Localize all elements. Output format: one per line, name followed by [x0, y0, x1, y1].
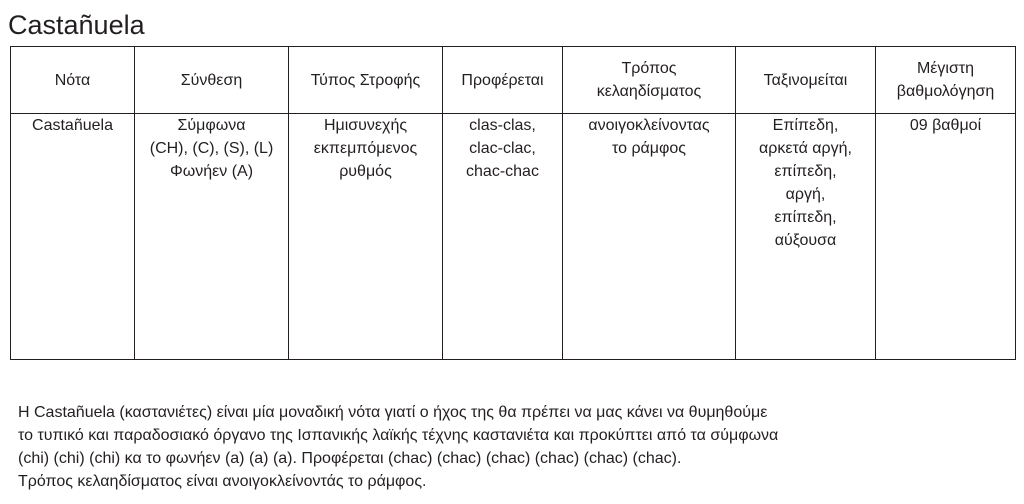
note-info-table [10, 46, 1016, 360]
page-title: Castañuela [8, 10, 145, 40]
description-line: (chi) (chi) (chi) κα το φωνήεν (a) (a) (a). Προφέρεται (chac) (chac) (chac) (chac) (chac) (chac). [18, 450, 682, 467]
header-megisti-vathmologisi: Μέγιστη βαθμολόγηση [876, 47, 1016, 114]
header-proferetai: Προφέρεται [443, 47, 563, 114]
cell-synthesi: Σύμφωνα (CH), (C), (S), (L) Φωνήεν (A) [135, 114, 289, 360]
description-line: το τυπικό και παραδοσιακό όργανο της Ισπανικής λαϊκής τέχνης καστανιέτα και προκύπτει από τα σύμφωνα [18, 427, 779, 444]
table-header-row [11, 47, 1016, 114]
header-typos-strofis: Τύπος Στροφής [289, 47, 443, 114]
description-text [18, 401, 1018, 493]
cell-nota: Castañuela [11, 114, 135, 360]
cell-tropos-kelaidismatos: ανοιγοκλείνοντας το ράμφος [563, 114, 736, 360]
header-taxinomeitai: Ταξινομείται [736, 47, 876, 114]
description-line: Η Castañuela (καστανιέτες) είναι μία μοναδική νότα γιατί ο ήχος της θα πρέπει να μας κάνει να θυμηθούμε [18, 404, 768, 421]
table-row [11, 114, 1016, 360]
cell-megisti-vathmologisi: 09 βαθμοί [876, 114, 1016, 360]
description-line: Τρόπος κελαηδίσματος είναι ανοιγοκλείνοντάς το ράμφος. [18, 473, 427, 490]
cell-proferetai: clas-clas, clac-clac, chac-chac [443, 114, 563, 360]
header-synthesi: Σύνθεση [135, 47, 289, 114]
header-nota: Νότα [11, 47, 135, 114]
cell-taxinomeitai: Επίπεδη, αρκετά αργή, επίπεδη, αργή, επίπεδη, αύξουσα [736, 114, 876, 360]
cell-typos-strofis: Ημισυνεχής εκπεμπόμενος ρυθμός [289, 114, 443, 360]
header-tropos-kelaidismatos: Τρόπος κελαηδίσματος [563, 47, 736, 114]
